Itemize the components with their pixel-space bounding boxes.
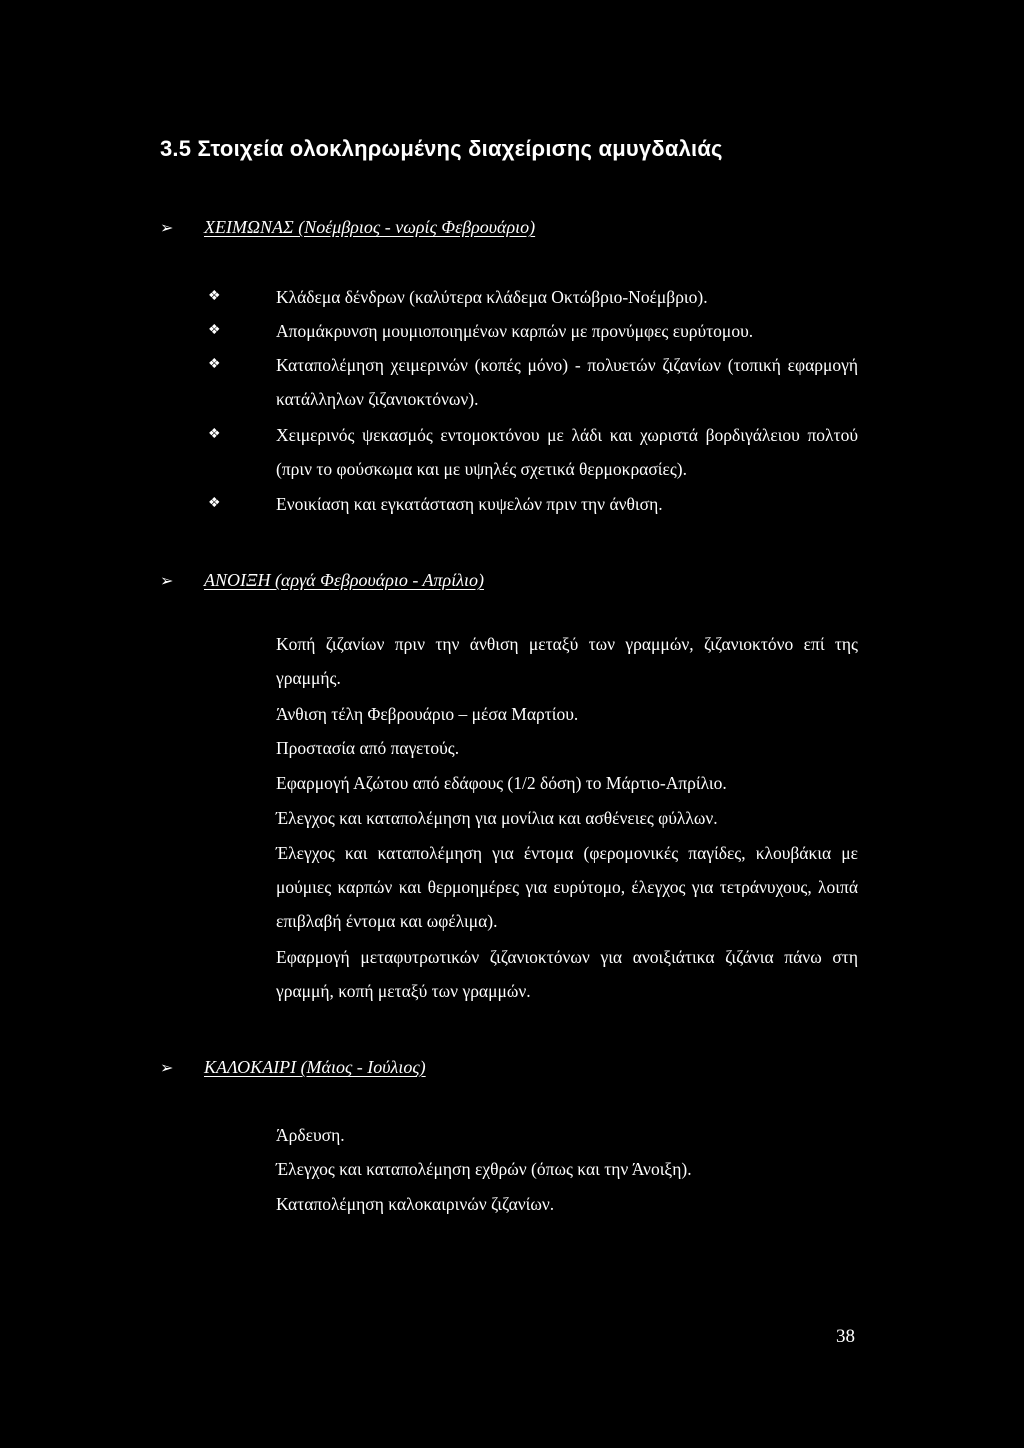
list-item-text: Καταπολέμηση χειμερινών (κοπές μόνο) - πολυετών ζιζανίων (τοπική εφαρμογή κατάλληλων ζιζανιοκτόνων). <box>276 355 858 409</box>
list-item-text: Καταπολέμηση καλοκαιρινών ζιζανίων. <box>276 1194 555 1214</box>
list-item-text: Απομάκρυνση μουμιοποιημένων καρπών με προνύμφες ευρύτομου. <box>276 321 754 341</box>
arrow-bullet-icon: ➢ <box>160 1060 174 1077</box>
section-title-winter <box>160 217 535 238</box>
list-item-text: Εφαρμογή μεταφυτρωτικών ζιζανιοκτόνων για ανοιξιάτικα ζιζάνια πάνω στη γραμμή, κοπή μεταξύ των γραμμών. <box>276 947 858 1001</box>
diamond-bullet-icon: ❖ <box>208 427 221 442</box>
list-item-text: Άνθιση τέλη Φεβρουάριο – μέσα Μαρτίου. <box>276 704 579 724</box>
list-item <box>208 348 858 416</box>
arrow-bullet-icon: ➢ <box>160 220 174 237</box>
list-item <box>276 697 858 731</box>
list-item-text: Κλάδεμα δένδρων (καλύτερα κλάδεμα Οκτώβριο-Νοέμβριο). <box>276 287 708 307</box>
list-item-text: Ενοικίαση και εγκατάσταση κυψελών πριν την άνθιση. <box>276 494 663 514</box>
section-title-summer <box>160 1057 426 1078</box>
list-item <box>276 836 858 938</box>
page-heading: 3.5 Στοιχεία ολοκληρωμένης διαχείρισης αμυγδαλιάς <box>160 136 723 161</box>
list-item <box>276 627 858 695</box>
list-item-text: Άρδευση. <box>276 1125 345 1145</box>
page-number: 38 <box>836 1326 855 1347</box>
list-item <box>276 766 858 800</box>
list-item <box>276 940 858 1008</box>
list-item-text: Έλεγχος και καταπολέμηση για έντομα (φερομονικές παγίδες, κλουβάκια με μούμιες καρπών και θερμοημέρες για ευρύτομο, έλεγχος για τετράνυχους, λοιπά επιβλαβή έντομα και ωφέλιμα). <box>276 843 858 931</box>
list-item <box>276 1152 858 1186</box>
section-label: ΧΕΙΜΩΝΑΣ (Νοέμβριος - νωρίς Φεβρουάριο) <box>204 217 536 237</box>
list-item-text: Έλεγχος και καταπολέμηση εχθρών (όπως και την Άνοιξη). <box>276 1159 692 1179</box>
section-label: ΚΑΛΟΚΑΙΡΙ (Μάιος - Ιούλιος) <box>204 1057 426 1077</box>
diamond-bullet-icon: ❖ <box>208 357 221 372</box>
list-item-text: Προστασία από παγετούς. <box>276 738 460 758</box>
list-item <box>276 1187 858 1221</box>
list-item <box>276 801 858 835</box>
arrow-bullet-icon: ➢ <box>160 573 174 590</box>
list-item-text: Χειμερινός ψεκασμός εντομοκτόνου με λάδι και χωριστά βορδιγάλειου πολτού (πριν το φούσκωμα και με υψηλές σχετικά θερμοκρασίες). <box>276 425 858 479</box>
list-item <box>208 418 858 486</box>
list-item <box>208 487 858 521</box>
list-item <box>208 314 858 348</box>
list-item-text: Εφαρμογή Αζώτου από εδάφους (1/2 δόση) το Μάρτιο-Απρίλιο. <box>276 773 727 793</box>
section-label: ΑΝΟΙΞΗ (αργά Φεβρουάριο - Απρίλιο) <box>204 570 484 590</box>
section-title-spring <box>160 570 484 591</box>
list-item-text: Κοπή ζιζανίων πριν την άνθιση μεταξύ των γραμμών, ζιζανιοκτόνο επί της γραμμής. <box>276 634 858 688</box>
list-item <box>208 280 858 314</box>
list-item-text: Έλεγχος και καταπολέμηση για μονίλια και ασθένειες φύλλων. <box>276 808 718 828</box>
list-item <box>276 1118 858 1152</box>
diamond-bullet-icon: ❖ <box>208 323 221 338</box>
list-item <box>276 731 858 765</box>
diamond-bullet-icon: ❖ <box>208 496 221 511</box>
diamond-bullet-icon: ❖ <box>208 289 221 304</box>
